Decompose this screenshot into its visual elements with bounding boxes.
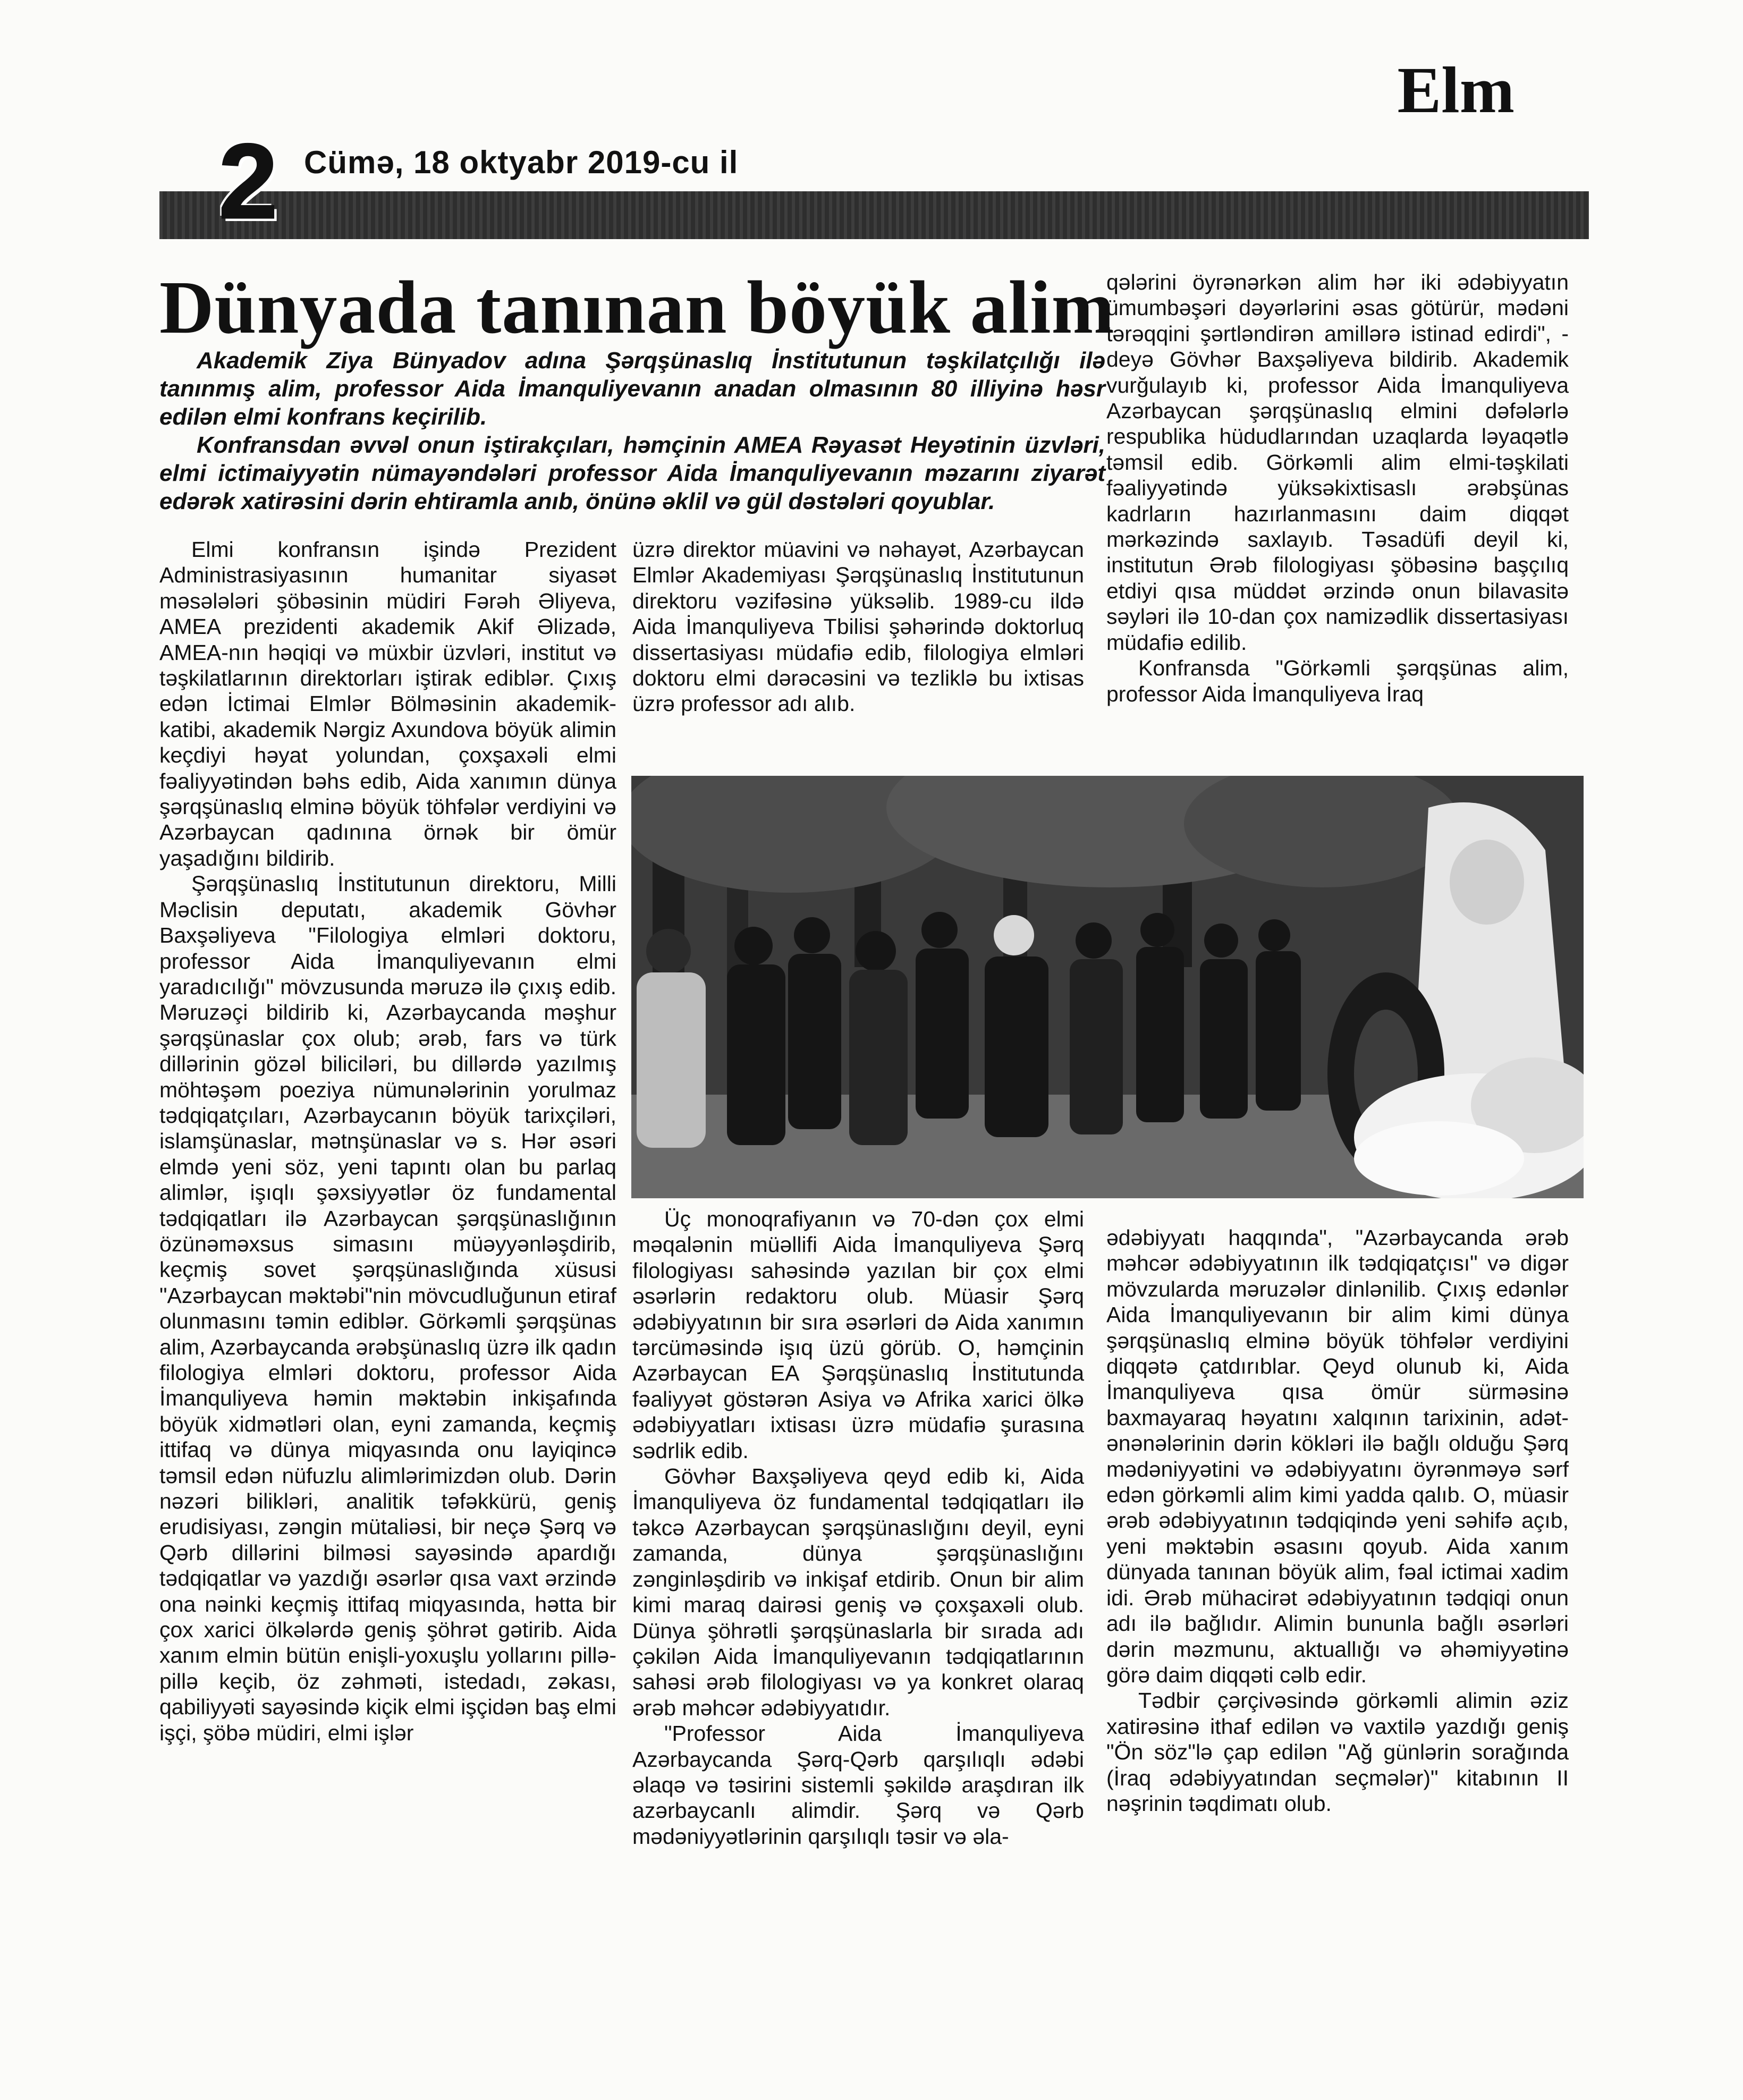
ceremony-photo — [631, 776, 1584, 1198]
paragraph: Üç monoqrafiyanın və 70-dən çox elmi məqalənin müəllifi Aida İmanquliyeva Şərq filologiyası sahəsində yazılan bir çox elmi əsərlərin redaktoru olub. Müasir Şərq ədəbiyyatının bir sıra əsərləri də Aida xanımın tərcüməsində işıq üzü görüb. O, həmçinin Azərbaycan EA Şərqşünaslıq İnstitutunda fəaliyyət göstərən Asiya və Afrika xarici ölkə ədəbiyyatları ixtisası üzrə müdafiə şurasına sədrlik edib. — [632, 1207, 1084, 1463]
paragraph: "Professor Aida İmanquliyeva Azərbaycanda Şərq-Qərb qarşılıqlı ədəbi əlaqə və təsirini sistemli şəkildə araşdıran ilk azərbaycanlı alimdir. Şərq və Qərb mədəniyyətlərinin qarşılıqlı təsir və əla- — [632, 1721, 1084, 1849]
paragraph: üzrə direktor müavini və nəhayət, Azərbaycan Elmlər Akademiyası Şərqşünaslıq İnstitutunun direktoru vəzifəsinə yüksəlib. 1989-cu ildə Aida İmanquliyeva Tbilisi şəhərində doktorluq dissertasiyası müdafiə edib, filologiya elmləri doktoru elmi dərəcəsini və tezliklə bu ixtisas üzrə professor adı alıb. — [632, 537, 1084, 716]
masthead: Elm — [1397, 54, 1514, 126]
lead-sentence: Konfransdan əvvəl onun iştirakçıları, həmçinin AMEA Rəyasət Heyətinin üzvləri, elmi ictimaiyyətin nümayəndələri professor Aida İmanquliyevanın məzarını ziyarət edərək xatirəsini dərin ehtiramla anıb, önünə əklil və gül dəstələri qoyublar. — [159, 432, 1105, 514]
issue-date: Cümə, 18 oktyabr 2019-cu il — [304, 145, 739, 180]
paragraph: Gövhər Baxşəliyeva qeyd edib ki, Aida İmanquliyeva öz fundamental tədqiqatları ilə təkcə Azərbaycan şərqşünaslığını deyil, eyni zamanda, dünya şərqşünaslığını zənginləşdirib və inkişaf etdirib. Onun bir alim kimi maraq dairəsi geniş və çoxşaxəli olub. Dünya şöhrətli şərqşünaslarla bir sırada adı çəkilən Aida İmanquliyevanın tədqiqatlarının sahəsi ərəb filologiyası və ya konkret olaraq ərəb məhcər ədəbiyyatıdır. — [632, 1464, 1084, 1720]
header-rule-bar — [159, 191, 1589, 239]
article-column-3-top — [1106, 269, 1569, 707]
ceremony-photo-illustration — [631, 776, 1584, 1198]
headline: Dünyada tanınan böyük alim — [159, 265, 1115, 349]
article-column-2-top — [632, 537, 1084, 717]
paragraph: Elmi konfransın işində Prezident Administrasiyasının humanitar siyasət məsələləri şöbəsinin müdiri Fərəh Əliyeva, AMEA prezidenti akademik Akif Əlizadə, AMEA-nın həqiqi və müxbir üzvləri, institut və təşkilatlarının direktorları iştirak ediblər. Çıxış edən İctimai Elmlər Bölməsinin akademik-katibi, akademik Nərgiz Axundova böyük alimin keçdiyi həyat yolundan, çoxşaxəli elmi fəaliyyətindən bəhs edib, Aida xanımın dünya şərqşünaslıq elminə böyük töhfələr verdiyini və Azərbaycan qadınına örnək bir ömür yaşadığını bildirib. — [159, 537, 616, 870]
paragraph: Şərqşünaslıq İnstitutunun direktoru, Milli Məclisin deputatı, akademik Gövhər Baxşəliyeva "Filologiya elmləri doktoru, professor Aida İmanquliyevanın elmi yaradıcılığı" mövzusunda məruzə ilə çıxış edib. Məruzəçi bildirib ki, Azərbaycanda məşhur şərqşünaslar çox olub; ərəb, fars və türk dillərinin gözəl biliciləri, bu dillərdə yazılmış möhtəşəm poeziya nümunələrinin yorulmaz tədqiqatçıları, Azərbaycanın böyük tarixçiləri, islamşünaslar, mətnşünaslar və s. Hər əsəri elmdə yeni söz, yeni tapıntı olan bu parlaq alimlər, işıqlı şəxsiyyətlər öz fundamental tədqiqatları ilə Azərbaycan şərqşünaslığının özünəməxsus simasını müəyyənləşdirib, keçmiş sovet şərqşünaslığında xüsusi "Azərbaycan məktəbi"nin mövcudluğunun etiraf olunmasını təmin ediblər. Görkəmli şərqşünas alim, Azərbaycanda ərəbşünaslıq üzrə ilk qadın filologiya elmləri doktoru, professor Aida İmanquliyeva həmin məktəbin inkişafında böyük xidmətləri olan, eyni zamanda, keçmiş ittifaq və dünya miqyasında onu layiqincə təmsil edən nüfuzlu alimlərimizdən olub. Dərin nəzəri bilikləri, analitik təfəkkürü, geniş erudisiyası, zəngin mütaliəsi, bir neçə Şərq və Qərb dillərini bilməsi sayəsində apardığı tədqiqatlar və yazdığı əsərlər qısa vaxt ərzində ona nəinki keçmiş ittifaq miqyasında, hətta bir çox xarici ölkələrdə geniş şöhrət gətirib. Aida xanım elmin bütün enişli-yoxuşlu yollarını pillə-pillə keçib, öz zəhməti, istedadı, zəkası, qabiliyyəti sayəsində kiçik elmi işçidən baş elmi işçi, şöbə müdiri, elmi işlər — [159, 871, 616, 1745]
article-column-3-bottom — [1106, 1225, 1569, 1816]
page-number: 2 — [218, 122, 278, 241]
paragraph: qələrini öyrənərkən alim hər iki ədəbiyyatın ümumbəşəri dəyərlərini əsas götürür, mədəni tərəqqini şərtləndirən amillərə istinad edirdi", - deyə Gövhər Baxşəliyeva bildirib. Akademik vurğulayıb ki, professor Aida İmanquliyeva Azərbaycan şərqşünaslıq elmini dəfələrlə respublika hüdudlarından uzaqlarda ləyaqətlə təmsil edib. Görkəmli alim elmi-təşkilati fəaliyyətində yüksəkixtisaslı ərəbşünas kadrların hazırlanmasını daim diqqət mərkəzində saxlayıb. Təsadüfi deyil ki, institutun Ərəb filologiyası şöbəsinə başçılıq etdiyi qısa müddət ərzində onun bilavasitə səyləri ilə 10-dan çox namizədlik dissertasiyası müdafiə edilib. — [1106, 270, 1569, 655]
article-column-2-bottom — [632, 1206, 1084, 1849]
lead-paragraph — [159, 346, 1105, 515]
lead-sentence: Akademik Ziya Bünyadov adına Şərqşünaslıq İnstitutunun təşkilatçılığı ilə tanınmış alim, professor Aida İmanquliyevanın anadan olmasının 80 illiyinə həsr edilən elmi konfrans keçirilib. — [159, 348, 1105, 430]
paragraph: Konfransda "Görkəmli şərqşünas alim, professor Aida İmanquliyeva İraq — [1106, 656, 1569, 706]
paragraph: ədəbiyyatı haqqında", "Azərbaycanda ərəb məhcər ədəbiyyatının ilk tədqiqatçısı" və digər mövzularda məruzələr dinlənilib. Çıxış edənlər Aida İmanquliyevanın bir alim kimi dünya şərqşünaslıq elminə böyük töhfələr verdiyini diqqətə çatdırıblar. Qeyd olunub ki, Aida İmanquliyeva qısa ömür sürməsinə baxmayaraq həyatını xalqının tarixinin, adət-ənənələrinin dərin kökləri ilə bağlı olduğu Şərq mədəniyyətini və ədəbiyyatını öyrənməyə sərf edən görkəmli alim kimi yadda qalıb. O, müasir ərəb ədəbiyyatının tədqiqində yeni səhifə açıb, yeni məktəbin əsasını qoyub. Aida xanım dünyada tanınan böyük alim, fəal ictimai xadim idi. Ərəb mühacirət ədəbiyyatının tədqiqi onun adı ilə bağlıdır. Alimin bununla bağlı əsərləri dərin məzmunu, aktuallığı və əhəmiyyətinə görə daim diqqəti cəlb edir. — [1106, 1225, 1569, 1687]
paragraph: Tədbir çərçivəsində görkəmli alimin əziz xatirəsinə ithaf edilən və vaxtilə yazdığı geniş "Ön söz"lə çap edilən "Ağ günlərin sorağında (İraq ədəbiyyatından seçmələr)" kitabının II nəşrinin təqdimatı olub. — [1106, 1688, 1569, 1816]
article-column-1 — [159, 537, 616, 1746]
